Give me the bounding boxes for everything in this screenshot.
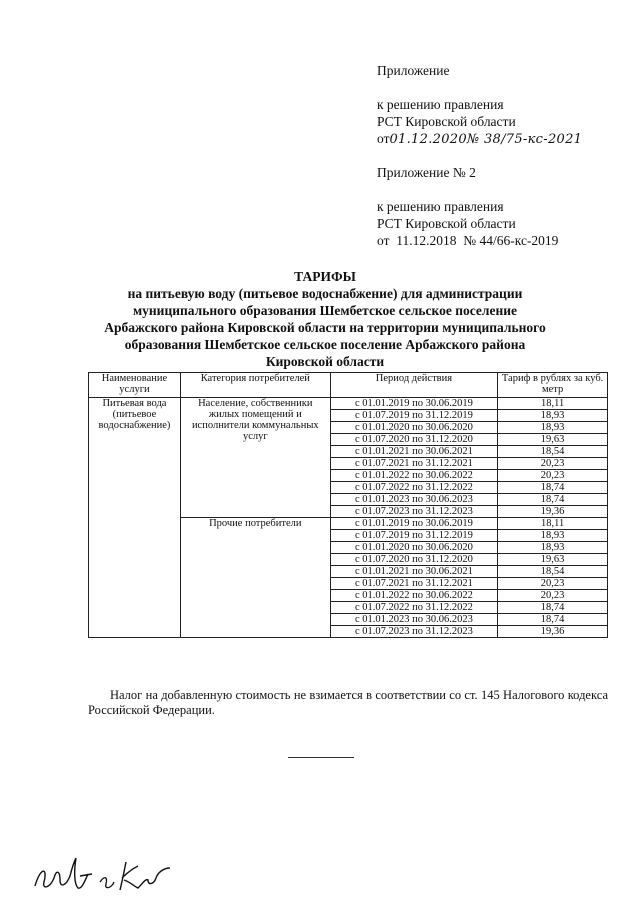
tariff-cell: 18,93 <box>498 422 608 434</box>
tariff-cell: 19,63 <box>498 434 608 446</box>
title-line-3: Арбажского района Кировской области на территории муниципального <box>104 320 546 335</box>
tariff-cell: 18,74 <box>498 614 608 626</box>
tariff-cell: 20,23 <box>498 458 608 470</box>
period-cell: с 01.01.2022 по 30.06.2022 <box>330 590 498 602</box>
period-cell: с 01.01.2023 по 30.06.2023 <box>330 494 498 506</box>
tariff-cell: 19,36 <box>498 626 608 638</box>
tariff-cell: 18,74 <box>498 482 608 494</box>
period-cell: с 01.07.2019 по 31.12.2019 <box>330 410 498 422</box>
consumer-category-cell: Прочие потребители <box>180 518 330 638</box>
decision2-line-3: от 11.12.2018 № 44/66-кс-2019 <box>377 233 559 248</box>
period-cell: с 01.01.2021 по 30.06.2021 <box>330 446 498 458</box>
tariff-cell: 20,23 <box>498 470 608 482</box>
decision-line-1: к решению правления <box>377 97 504 112</box>
period-cell: с 01.01.2022 по 30.06.2022 <box>330 470 498 482</box>
period-cell: с 01.07.2022 по 31.12.2022 <box>330 602 498 614</box>
title-line-2: муниципального образования Шембетское сельское поселение <box>132 303 518 318</box>
tariff-cell: 19,36 <box>498 506 608 518</box>
period-cell: с 01.07.2022 по 31.12.2022 <box>330 482 498 494</box>
vat-note <box>88 688 608 718</box>
tariff-cell: 20,23 <box>498 578 608 590</box>
period-cell: с 01.07.2020 по 31.12.2020 <box>330 434 498 446</box>
period-cell: с 01.01.2021 по 30.06.2021 <box>330 566 498 578</box>
period-cell: с 01.07.2021 по 31.12.2021 <box>330 458 498 470</box>
tariff-cell: 20,23 <box>498 590 608 602</box>
title-line-4: образования Шембетское сельское поселение Арбажского района <box>124 337 526 352</box>
tariff-cell: 18,74 <box>498 494 608 506</box>
service-name-cell: Питьевая вода (питьевое водоснабжение) <box>89 398 181 638</box>
period-cell: с 01.07.2020 по 31.12.2020 <box>330 554 498 566</box>
vat-note-text: Налог на добавленную стоимость не взимается в соответствии со ст. 145 Налогового кодекса Российской Федерации. <box>88 688 608 717</box>
period-cell: с 01.07.2021 по 31.12.2021 <box>330 578 498 590</box>
period-cell: с 01.01.2020 по 30.06.2020 <box>330 422 498 434</box>
document-title: ТАРИФЫ <box>294 269 356 284</box>
handwritten-signature <box>30 848 180 898</box>
handwritten-decision-number: 01.12.2020№ 38/75-кс-2021 <box>389 132 583 147</box>
period-cell: с 01.07.2023 по 31.12.2023 <box>330 626 498 638</box>
tariff-cell: 18,93 <box>498 410 608 422</box>
column-header: Наименование услуги <box>89 373 181 398</box>
decision-prefix: от <box>377 131 390 146</box>
tariff-cell: 18,54 <box>498 446 608 458</box>
period-cell: с 01.01.2020 по 30.06.2020 <box>330 542 498 554</box>
tariff-cell: 18,11 <box>498 518 608 530</box>
decision-ref <box>377 130 582 148</box>
period-cell: с 01.07.2019 по 31.12.2019 <box>330 530 498 542</box>
appendix-label: Приложение <box>377 63 450 78</box>
consumer-category-cell: Население, собственники жилых помещений и исполнители коммунальных услуг <box>180 398 330 518</box>
column-header: Категория потребителей <box>180 373 330 398</box>
tariff-cell: 18,74 <box>498 602 608 614</box>
separator-line <box>288 757 354 758</box>
tariff-cell: 18,54 <box>498 566 608 578</box>
period-cell: с 01.01.2019 по 30.06.2019 <box>330 518 498 530</box>
table-row <box>89 398 608 410</box>
decision2-line-2: РСТ Кировской области <box>377 216 516 231</box>
title-line-5: Кировской области <box>265 354 385 369</box>
tariff-table <box>88 372 608 638</box>
period-cell: с 01.01.2023 по 30.06.2023 <box>330 614 498 626</box>
tariff-cell: 18,11 <box>498 398 608 410</box>
table-header-row <box>89 373 608 398</box>
title-line-1: на питьевую воду (питьевое водоснабжение) для администрации <box>127 286 523 301</box>
decision-line-2: РСТ Кировской области <box>377 114 516 129</box>
column-header: Период действия <box>330 373 498 398</box>
tariff-cell: 18,93 <box>498 530 608 542</box>
appendix-2-label: Приложение № 2 <box>377 165 476 180</box>
tariff-cell: 19,63 <box>498 554 608 566</box>
tariff-cell: 18,93 <box>498 542 608 554</box>
decision2-line-1: к решению правления <box>377 199 504 214</box>
period-cell: с 01.07.2023 по 31.12.2023 <box>330 506 498 518</box>
column-header: Тариф в рублях за куб. метр <box>498 373 608 398</box>
period-cell: с 01.01.2019 по 30.06.2019 <box>330 398 498 410</box>
